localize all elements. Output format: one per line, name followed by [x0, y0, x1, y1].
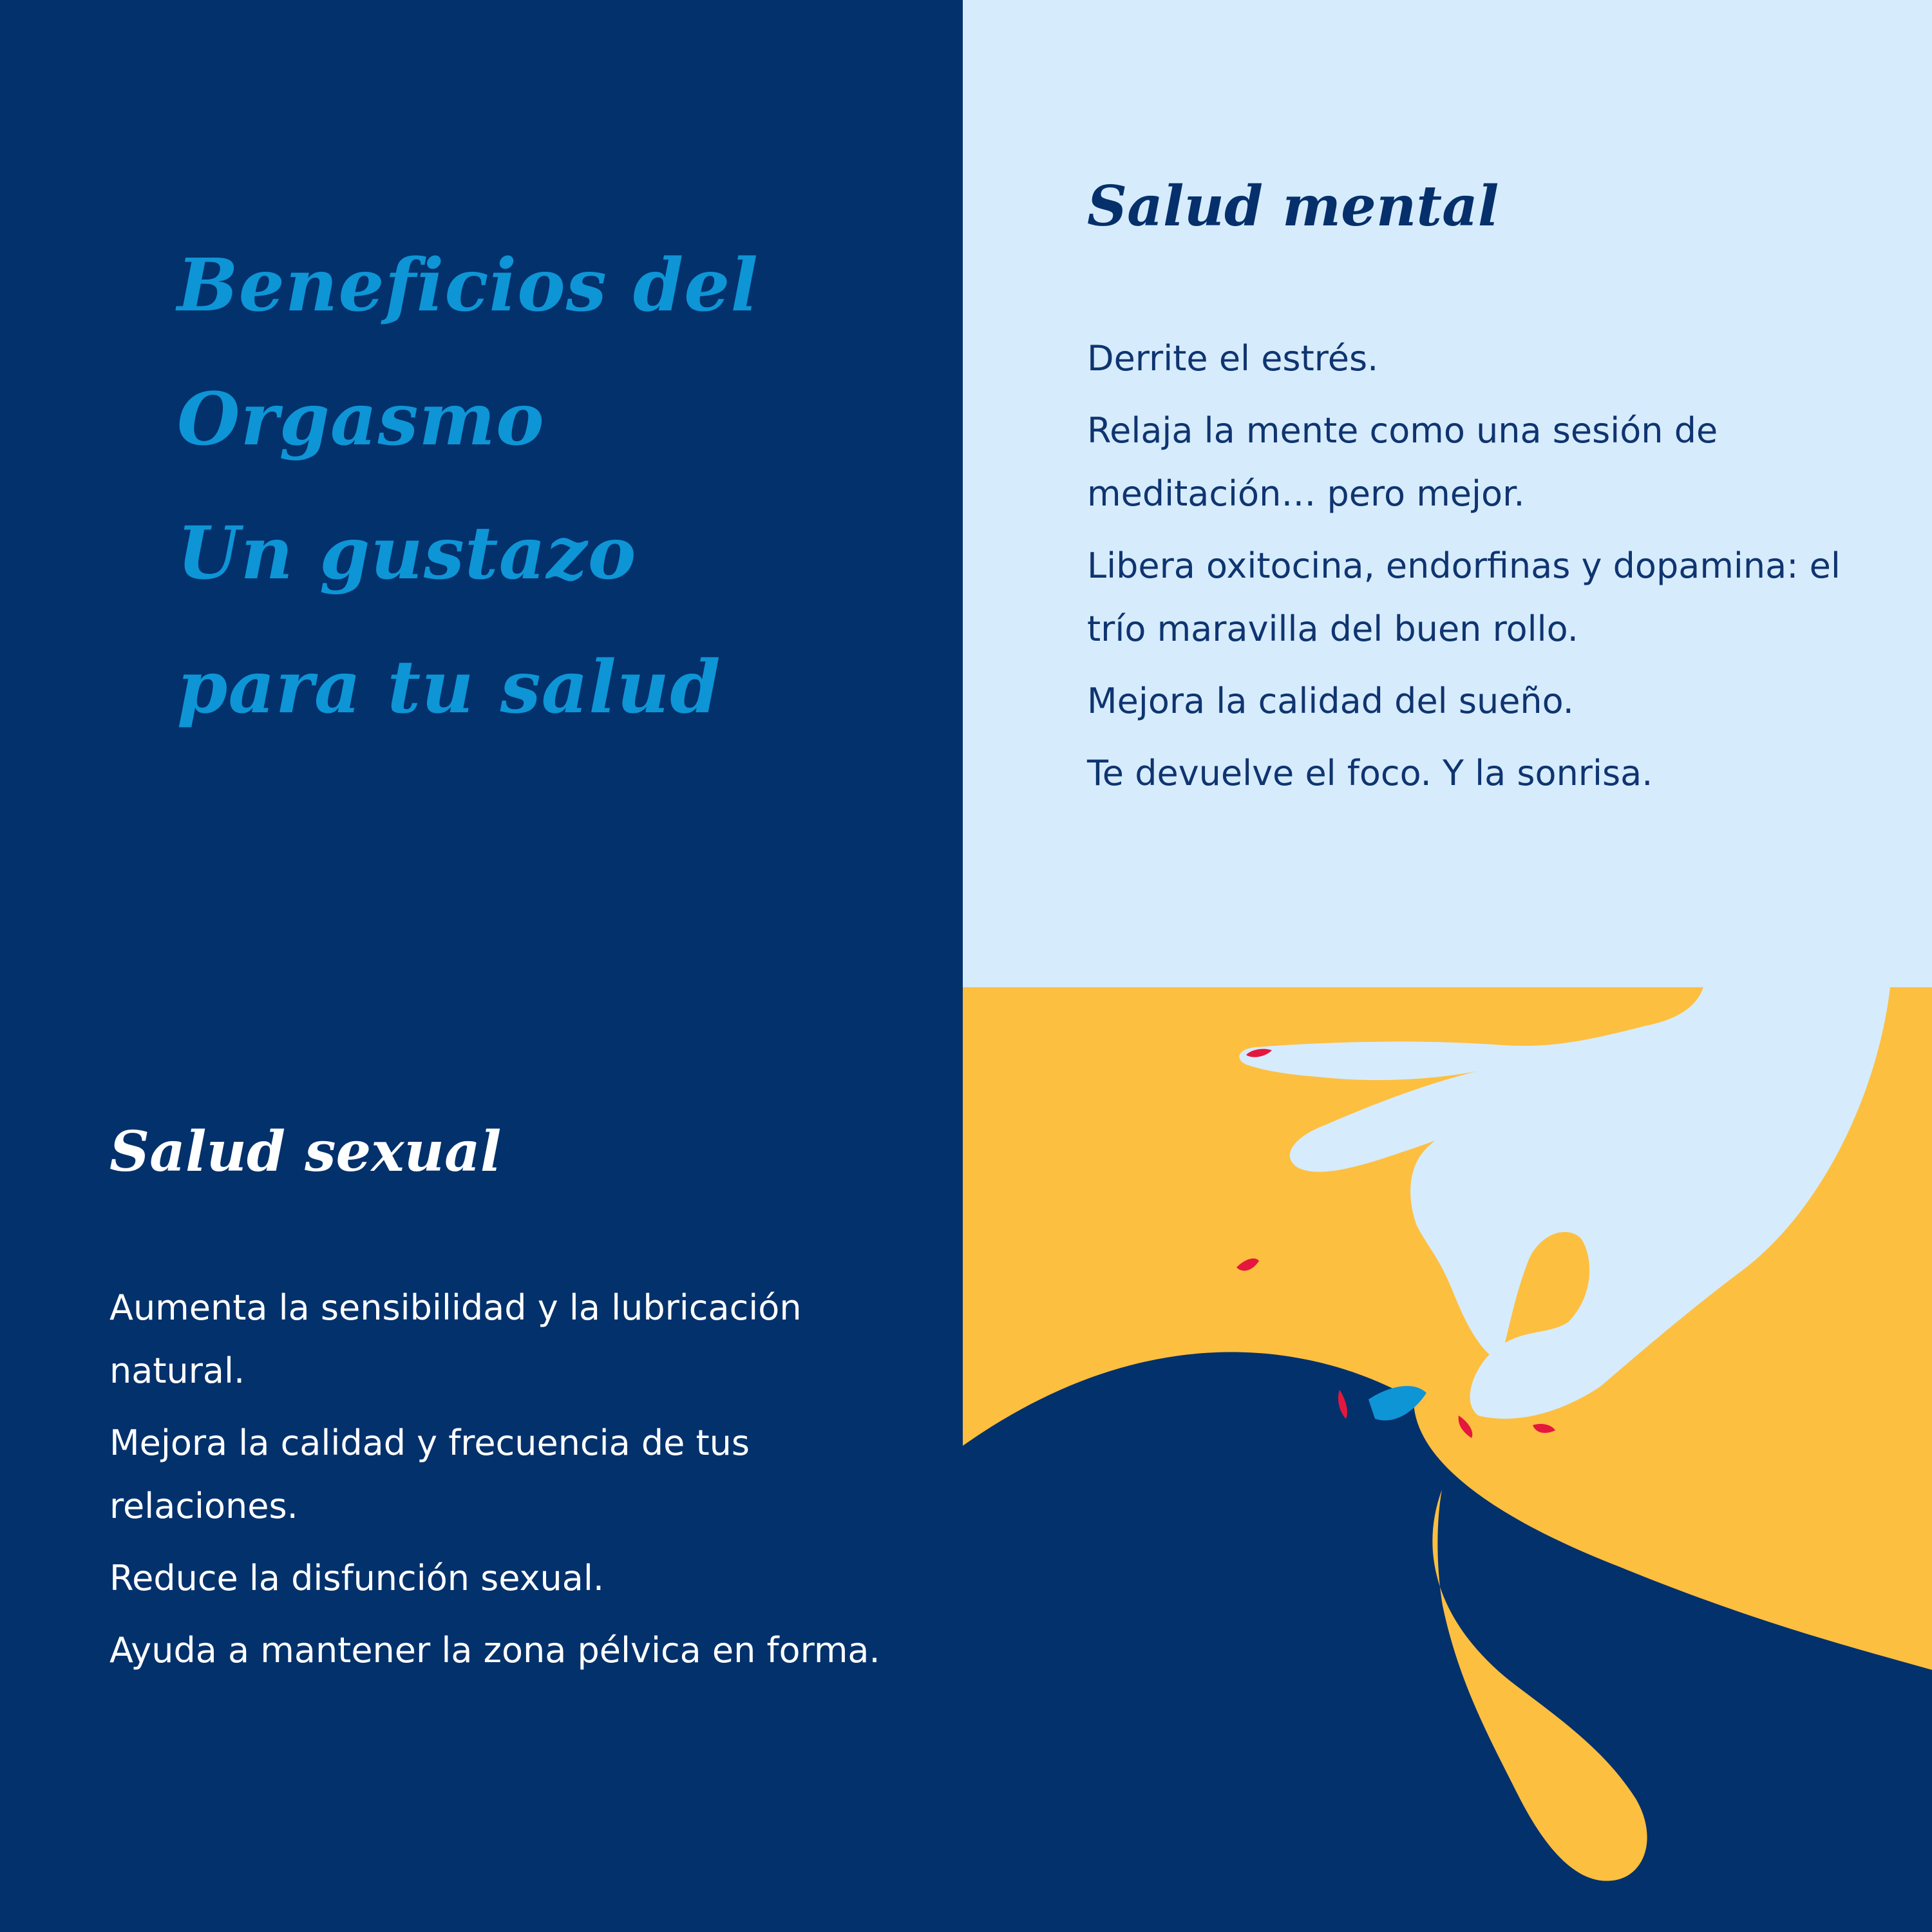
list-item: Derrite el estrés.	[1087, 338, 1379, 379]
title-line-4: para tu salud	[177, 645, 721, 730]
list-item: Mejora la calidad del sueño.	[1087, 681, 1574, 721]
list-item: Relaja la mente como una sesión de meditación… pero mejor.	[1087, 410, 1718, 514]
mental-health-list	[1087, 327, 1899, 814]
mental-health-heading: Salud mental	[1087, 174, 1499, 239]
list-item: Reduce la disfunción sexual.	[109, 1558, 604, 1598]
title-line-3: Un gustazo	[177, 511, 637, 596]
sexual-health-list	[109, 1276, 914, 1691]
title-line-1: Beneficios del	[177, 243, 759, 328]
list-item: Te devuelve el foco. Y la sonrisa.	[1087, 753, 1653, 793]
list-item: Mejora la calidad y frecuencia de tus relaciones.	[109, 1423, 750, 1526]
title-line-2: Orgasmo	[177, 377, 545, 462]
hand-illustration-icon	[963, 987, 1932, 1932]
list-item: Aumenta la sensibilidad y la lubricación natural.	[109, 1287, 802, 1391]
list-item: Libera oxitocina, endorfinas y dopamina: el trío maravilla del buen rollo.	[1087, 545, 1841, 649]
list-item: Ayuda a mantener la zona pélvica en forma.	[109, 1630, 880, 1671]
main-title	[177, 219, 950, 755]
sexual-health-heading: Salud sexual	[109, 1119, 502, 1184]
